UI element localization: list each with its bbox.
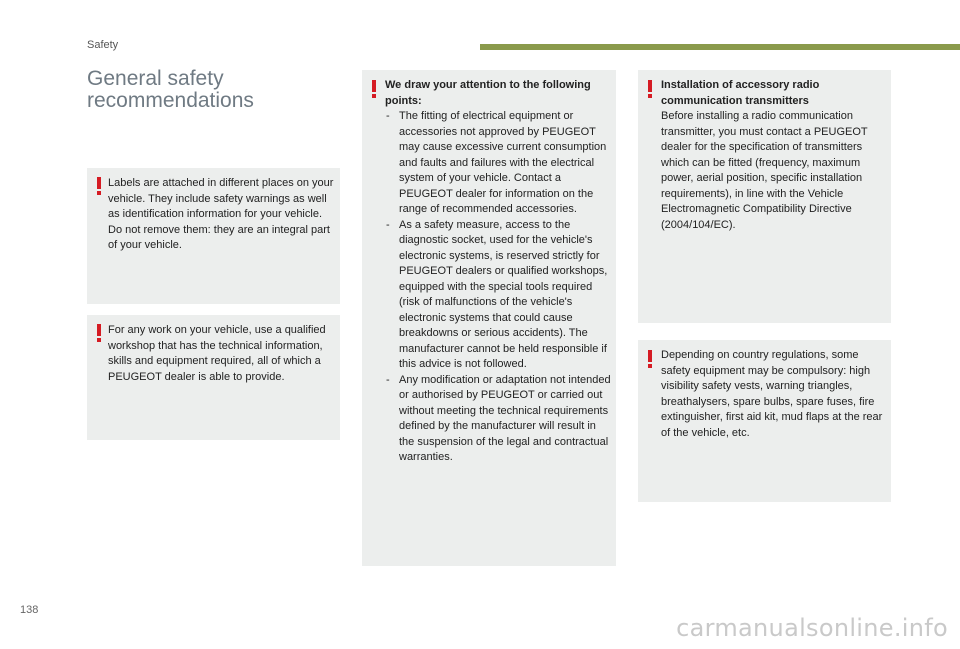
exclamation-icon [646, 350, 654, 368]
warning-box-radio [638, 70, 891, 323]
warning-box-attention [362, 70, 616, 566]
exclamation-icon [95, 177, 103, 195]
list-item: - As a safety measure, access to the diagnostic socket, used for the vehicle's electronic systems, is reserved strictly for PEUGEOT dealers or qualified workshops, equipped with the special tools required (risk of malfunctions of the vehicle's electronic systems that could cause breakdowns or serious accidents). The manufacturer cannot be held responsible if this advice is not followed. [385, 218, 613, 373]
warning-box-workshop [87, 315, 340, 440]
exclamation-icon [95, 324, 103, 342]
page-number: 138 [20, 604, 39, 616]
header-accent-bar [480, 44, 960, 50]
warning-text: Labels are attached in different places on your vehicle. They include safety warnings as well as identification information for your vehicle. Do not remove them: they are an integral part of your vehicle. [108, 177, 334, 251]
exclamation-icon [646, 80, 654, 98]
warning-heading: Installation of accessory radio communication transmitters [661, 79, 820, 107]
warning-heading: We draw your attention to the following points: [385, 79, 591, 107]
warning-text: Depending on country regulations, some safety equipment may be compulsory: high visibility safety vests, warning triangles, breathalysers, spare bulbs, spare fuses, fire extinguisher, first aid kit, mud flaps at the rear of the vehicle, etc. [661, 349, 883, 439]
list-item: - Any modification or adaptation not intended or authorised by PEUGEOT or carried out without meeting the technical requirements defined by the manufacturer will result in the suspension of the legal and contractual warranties. [385, 373, 613, 466]
warning-content [385, 78, 613, 466]
section-label: Safety [87, 39, 119, 51]
warning-text: Before installing a radio communication transmitter, you must contact a PEUGEOT dealer for the specification of transmitters which can be fitted (frequency, maximum power, aerial position, specific installation requirements), in line with the Vehicle Electromagnetic Compatibility Directive (2004/104/EC). [661, 110, 868, 231]
attention-list [385, 109, 613, 466]
warning-content [661, 78, 889, 233]
warning-text: For any work on your vehicle, use a qualified workshop that has the technical information, skills and equipment required, all of which a PEUGEOT dealer is able to provide. [108, 324, 326, 383]
warning-box-equipment [638, 340, 891, 502]
watermark: carmanualsonline.info [676, 614, 948, 642]
warning-box-labels [87, 168, 340, 304]
exclamation-icon [370, 80, 378, 98]
list-item: - The fitting of electrical equipment or accessories not approved by PEUGEOT may cause excessive current consumption and faults and failures with the electrical system of your vehicle. Contact a PEUGEOT dealer for information on the range of recommended accessories. [385, 109, 613, 218]
page-title: General safety recommendations [87, 67, 254, 112]
